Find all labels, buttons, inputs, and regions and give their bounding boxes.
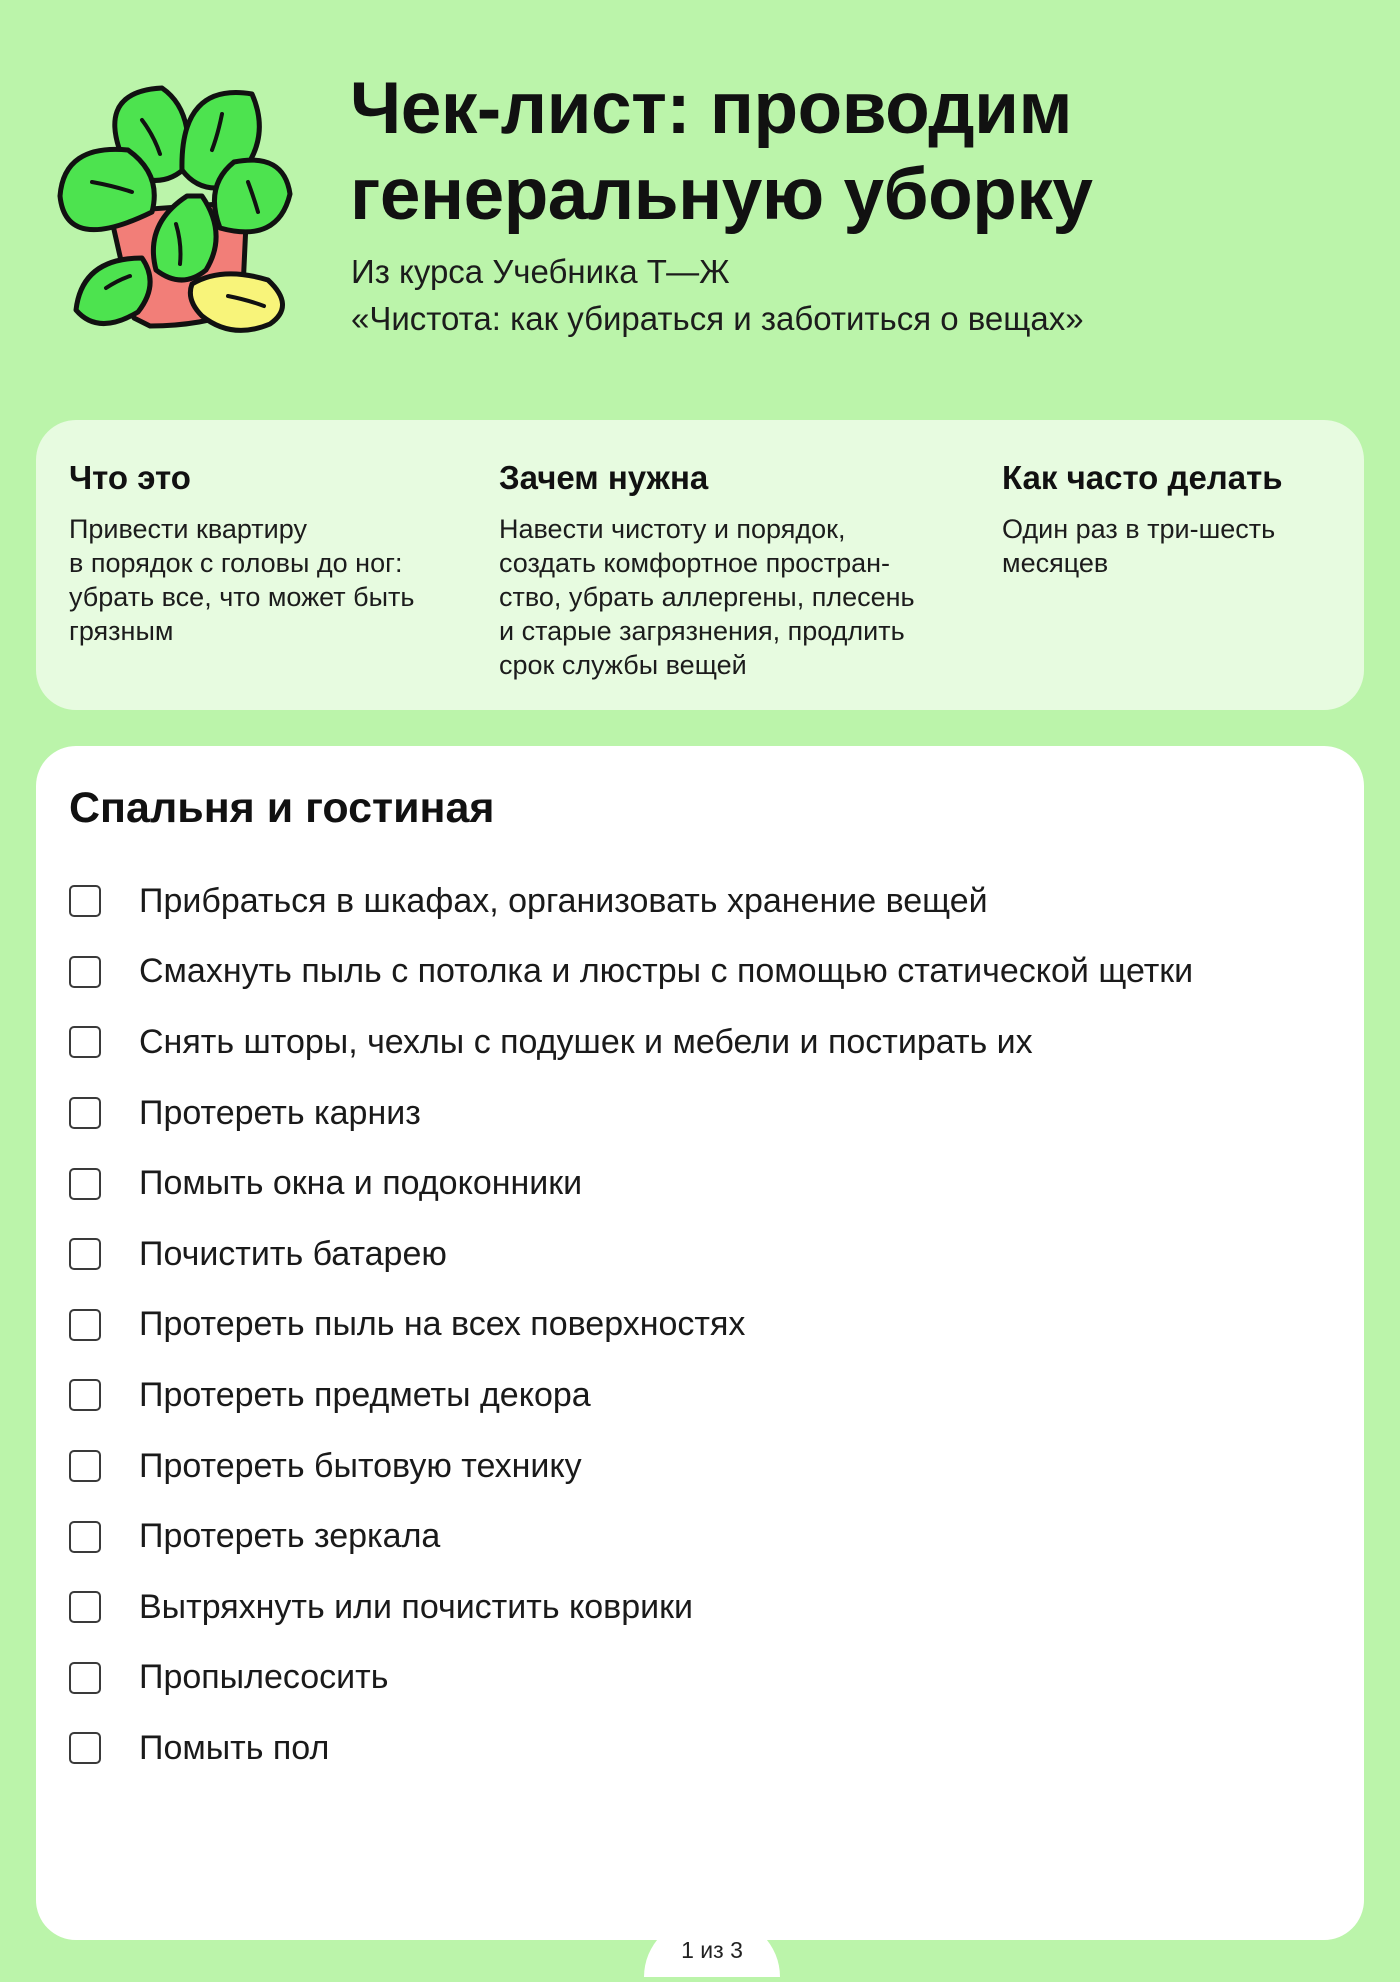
info-what-text: [69, 512, 469, 648]
checklist-item[interactable]: [69, 1360, 1193, 1431]
checkbox[interactable]: [69, 885, 101, 917]
info-how-often-line: месяцев: [1002, 548, 1109, 578]
page-indicator: 1 из 3: [644, 1918, 780, 1977]
checkbox[interactable]: [69, 1591, 101, 1623]
info-what-heading: Что это: [69, 459, 191, 496]
checklist-item[interactable]: [69, 1572, 1193, 1643]
checklist-item-label: Вытряхнуть или почистить коврики: [139, 1587, 693, 1626]
info-why-text: [499, 512, 969, 682]
checklist-item-label: Протереть бытовую технику: [139, 1446, 582, 1485]
checkbox[interactable]: [69, 1379, 101, 1411]
checklist-item-label: Протереть карниз: [139, 1093, 421, 1132]
checklist-item[interactable]: [69, 1007, 1193, 1078]
info-what-line: Привести квартиру: [69, 514, 307, 544]
checkbox[interactable]: [69, 1168, 101, 1200]
info-why-line: и старые загрязнения, продлить: [499, 616, 905, 646]
checkbox[interactable]: [69, 1238, 101, 1270]
checklist-item-label: Почистить батарею: [139, 1234, 447, 1273]
checkbox[interactable]: [69, 1662, 101, 1694]
info-how-often: [1002, 458, 1342, 580]
checklist-item[interactable]: [69, 1290, 1193, 1361]
checkbox[interactable]: [69, 1097, 101, 1129]
info-why: [499, 458, 969, 682]
info-how-often-line: Один раз в три-шесть: [1002, 514, 1276, 544]
checkbox[interactable]: [69, 1026, 101, 1058]
checkbox[interactable]: [69, 956, 101, 988]
checklist-item[interactable]: [69, 1501, 1193, 1572]
title-line-2: генеральную уборку: [350, 154, 1093, 235]
checklist-item-label: Протереть зеркала: [139, 1517, 441, 1556]
info-what-line: убрать все, что может быть: [69, 582, 415, 612]
section-title: Спальня и гостиная: [69, 784, 495, 832]
checklist-item-label: Протереть пыль на всех поверхностях: [139, 1305, 746, 1344]
course-subtitle: [351, 248, 1351, 342]
checklist-item-label: Снять шторы, чехлы с подушек и мебели и постирать их: [139, 1022, 1033, 1061]
subtitle-line-2: «Чистота: как убираться и заботиться о вещах»: [351, 300, 1084, 337]
checklist-item[interactable]: [69, 937, 1193, 1008]
checklist-item[interactable]: [69, 1431, 1193, 1502]
checklist-item-label: Протереть предметы декора: [139, 1375, 591, 1414]
checklist: [69, 866, 1193, 1784]
checklist-item-label: Помыть пол: [139, 1728, 330, 1767]
info-how-often-text: [1002, 512, 1342, 580]
info-card: [36, 420, 1364, 710]
subtitle-line-1: Из курса Учебника Т—Ж: [351, 253, 730, 290]
checklist-item[interactable]: [69, 1643, 1193, 1714]
info-why-line: Навести чистоту и порядок,: [499, 514, 846, 544]
info-why-line: срок службы вещей: [499, 650, 747, 680]
info-what: [69, 458, 469, 648]
info-what-line: грязным: [69, 616, 174, 646]
checklist-item-label: Помыть окна и подоконники: [139, 1164, 583, 1203]
checklist-item-label: Пропылесосить: [139, 1658, 389, 1697]
checklist-card: [36, 746, 1364, 1940]
info-why-line: создать комфортное простран-: [499, 548, 891, 578]
checkbox[interactable]: [69, 1309, 101, 1341]
checkbox[interactable]: [69, 1521, 101, 1553]
checkbox[interactable]: [69, 1732, 101, 1764]
title-line-1: Чек-лист: проводим: [350, 68, 1072, 149]
info-why-line: ство, убрать аллергены, плесень: [499, 582, 915, 612]
checklist-item-label: Смахнуть пыль с потолка и люстры с помощью статической щетки: [139, 952, 1194, 991]
checkbox[interactable]: [69, 1450, 101, 1482]
checklist-item[interactable]: [69, 1078, 1193, 1149]
info-what-line: в порядок с головы до ног:: [69, 548, 403, 578]
page-title: [350, 66, 1350, 238]
checklist-item[interactable]: [69, 1219, 1193, 1290]
checklist-item-label: Прибраться в шкафах, организовать хранение вещей: [139, 881, 988, 920]
info-how-often-heading: Как часто делать: [1002, 459, 1283, 496]
checklist-item[interactable]: [69, 1148, 1193, 1219]
info-why-heading: Зачем нужна: [499, 459, 709, 496]
checklist-item[interactable]: [69, 866, 1193, 937]
checklist-item[interactable]: [69, 1713, 1193, 1784]
potted-plant-icon: [52, 74, 297, 344]
